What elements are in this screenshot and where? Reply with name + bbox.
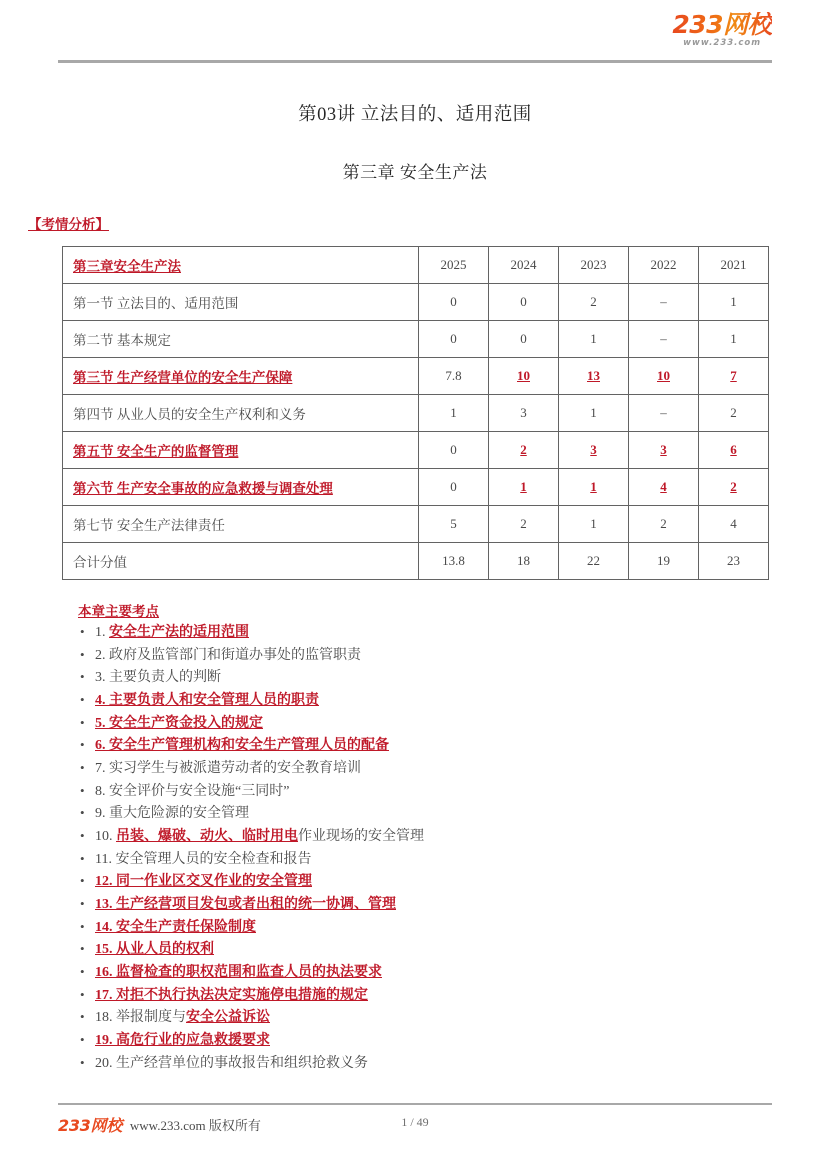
key-points-title: 本章主要考点	[78, 604, 159, 619]
table-cell-value: 0	[419, 284, 489, 321]
list-item-number: 18.	[95, 1010, 116, 1026]
brand-logo	[672, 12, 772, 48]
table-cell-value	[629, 469, 699, 506]
score-table-wrapper	[62, 246, 768, 580]
brand-logo-text: 233网校	[672, 10, 772, 39]
table-cell-value: 3	[489, 395, 559, 432]
table-row	[63, 432, 769, 469]
list-item	[78, 849, 778, 872]
list-item-number: 7.	[95, 761, 109, 777]
list-item-number: 14.	[95, 919, 116, 935]
table-cell-section	[63, 358, 419, 395]
table-cell-value	[559, 469, 629, 506]
list-item-text: 实习学生与被派遣劳动者的安全教育培训	[109, 761, 361, 777]
list-item-number: 16.	[95, 965, 116, 981]
table-cell-value	[489, 432, 559, 469]
list-item-text: 安全评价与安全设施“三同时”	[109, 783, 290, 799]
table-cell-value	[559, 432, 629, 469]
highlighted-value: 4	[660, 479, 667, 494]
table-header-year: 2021	[699, 247, 769, 284]
table-cell-value: 5	[419, 506, 489, 543]
table-cell-value: 2	[629, 506, 699, 543]
key-points-title-wrap	[78, 600, 778, 622]
table-cell-value: 1	[419, 395, 489, 432]
highlighted-value: 6	[730, 442, 737, 457]
table-cell-value: 2	[559, 284, 629, 321]
list-item-highlight: 同一作业区交叉作业的安全管理	[116, 874, 312, 890]
table-cell-value	[629, 358, 699, 395]
list-item	[78, 917, 778, 940]
table-row	[63, 395, 769, 432]
highlighted-value: 2	[730, 479, 737, 494]
list-item	[78, 781, 778, 804]
table-header-year: 2025	[419, 247, 489, 284]
list-item-number: 19.	[95, 1033, 116, 1049]
table-cell-section: 合计分值	[63, 543, 419, 580]
list-item	[78, 939, 778, 962]
table-row	[63, 506, 769, 543]
table-cell-value	[699, 358, 769, 395]
list-item-text: 重大危险源的安全管理	[109, 806, 249, 822]
list-item-highlight: 安全生产责任保险制度	[116, 919, 256, 935]
list-item	[78, 735, 778, 758]
table-cell-value	[699, 469, 769, 506]
highlighted-value: 7	[730, 368, 737, 383]
list-item	[78, 1007, 778, 1030]
table-cell-value: 19	[629, 543, 699, 580]
list-item-number: 6.	[95, 738, 109, 754]
highlighted-value: 10	[517, 368, 530, 383]
list-item-highlight: 安全公益诉讼	[186, 1010, 270, 1026]
table-cell-value	[559, 358, 629, 395]
list-item	[78, 894, 778, 917]
table-cell-value: –	[629, 395, 699, 432]
list-item-number: 5.	[95, 715, 109, 731]
list-item-number: 2.	[95, 647, 109, 663]
table-cell-section: 第四节 从业人员的安全生产权利和义务	[63, 395, 419, 432]
table-row	[63, 543, 769, 580]
list-item-highlight: 吊装、爆破、动火、临时用电	[116, 829, 298, 845]
highlighted-value: 3	[590, 442, 597, 457]
list-item-number: 17.	[95, 987, 116, 1003]
list-item	[78, 1030, 778, 1053]
table-header-year: 2023	[559, 247, 629, 284]
table-cell-value: 0	[419, 321, 489, 358]
table-cell-value: 0	[419, 469, 489, 506]
table-cell-section	[63, 469, 419, 506]
table-cell-value: 0	[489, 284, 559, 321]
list-item-highlight: 高危行业的应急救援要求	[116, 1033, 270, 1049]
list-item-number: 12.	[95, 874, 116, 890]
list-item-highlight: 安全生产资金投入的规定	[109, 715, 263, 731]
table-cell-value	[629, 432, 699, 469]
highlighted-text: 第五节 安全生产的监督管理	[73, 444, 239, 459]
list-item-number: 3.	[95, 670, 109, 686]
highlighted-text: 第三节 生产经营单位的安全生产保障	[73, 370, 293, 385]
table-cell-value: 18	[489, 543, 559, 580]
list-item	[78, 803, 778, 826]
list-item-highlight: 监督检查的职权范围和监查人员的执法要求	[116, 965, 382, 981]
list-item-number: 9.	[95, 806, 109, 822]
table-cell-value: 2	[489, 506, 559, 543]
list-item-number: 15.	[95, 942, 116, 958]
table-cell-section: 第二节 基本规定	[63, 321, 419, 358]
list-item-number: 11.	[95, 851, 116, 867]
list-item-text: 安全管理人员的安全检查和报告	[115, 851, 312, 867]
page-title: 第03讲 立法目的、适用范围	[298, 105, 532, 125]
table-cell-value: 13.8	[419, 543, 489, 580]
list-item-number: 8.	[95, 783, 109, 799]
header-divider	[58, 60, 772, 63]
list-item	[78, 667, 778, 690]
list-item-text: 生产经营单位的事故报告和组织抢救义务	[116, 1055, 368, 1071]
table-cell-value: 23	[699, 543, 769, 580]
key-points-list	[78, 622, 778, 1075]
list-item-highlight: 对拒不执行执法决定实施停电措施的规定	[116, 987, 368, 1003]
highlighted-value: 3	[660, 442, 667, 457]
footer-logo: 233网校	[58, 1116, 122, 1135]
table-cell-value: 7.8	[419, 358, 489, 395]
table-cell-section	[63, 432, 419, 469]
table-cell-value	[489, 469, 559, 506]
highlighted-value: 2	[520, 442, 527, 457]
table-row	[63, 321, 769, 358]
list-item-number: 20.	[95, 1055, 116, 1071]
list-item	[78, 713, 778, 736]
list-item	[78, 758, 778, 781]
table-cell-section: 第七节 安全生产法律责任	[63, 506, 419, 543]
list-item	[78, 871, 778, 894]
list-item	[78, 962, 778, 985]
list-item-number: 1.	[95, 625, 109, 640]
table-cell-value: 1	[559, 395, 629, 432]
table-header-year: 2024	[489, 247, 559, 284]
key-points-section	[78, 600, 778, 1075]
list-item	[78, 645, 778, 668]
table-cell-value: –	[629, 321, 699, 358]
list-item-text: 政府及监管部门和街道办事处的监管职责	[109, 647, 361, 663]
table-row	[63, 284, 769, 321]
list-item-number: 13.	[95, 897, 116, 913]
table-row	[63, 469, 769, 506]
table-cell-value	[489, 358, 559, 395]
footer-divider	[58, 1103, 772, 1105]
highlighted-value: 10	[657, 368, 670, 383]
table-cell-value: 1	[559, 321, 629, 358]
analysis-label: 【考情分析】	[28, 217, 109, 232]
list-item	[78, 826, 778, 849]
list-item-text: 举报制度与	[116, 1010, 186, 1026]
table-cell-value: 22	[559, 543, 629, 580]
page-header	[0, 0, 830, 68]
list-item-text: 作业现场的安全管理	[298, 829, 424, 845]
page-subtitle: 第三章 安全生产法	[342, 163, 488, 182]
highlighted-value: 13	[587, 368, 600, 383]
list-item-highlight: 从业人员的权利	[116, 942, 214, 958]
list-item-number: 4.	[95, 693, 109, 709]
footer-copyright: www.233.com 版权所有	[129, 1118, 261, 1133]
table-cell-value: 1	[699, 284, 769, 321]
table-cell-value: 1	[699, 321, 769, 358]
list-item-highlight: 生产经营项目发包或者出租的统一协调、管理	[116, 897, 396, 913]
exam-score-table	[62, 246, 769, 580]
table-cell-section: 第一节 立法目的、适用范围	[63, 284, 419, 321]
table-row	[63, 358, 769, 395]
list-item	[78, 985, 778, 1008]
highlighted-text: 第六节 生产安全事故的应急救援与调查处理	[73, 481, 333, 496]
list-item	[78, 1053, 778, 1076]
page-footer	[0, 1103, 830, 1149]
table-cell-value: 1	[559, 506, 629, 543]
table-cell-value: –	[629, 284, 699, 321]
list-item-text: 主要负责人的判断	[109, 670, 221, 686]
table-cell-value: 2	[699, 395, 769, 432]
list-item	[78, 690, 778, 713]
table-cell-value: 0	[419, 432, 489, 469]
brand-logo-url: www.233.com	[683, 38, 762, 48]
table-header-year: 2022	[629, 247, 699, 284]
list-item	[78, 622, 778, 645]
list-item-number: 10.	[95, 829, 116, 845]
list-item-highlight: 安全生产管理机构和安全生产管理人员的配备	[109, 738, 389, 754]
table-cell-value: 4	[699, 506, 769, 543]
table-header-section: 第三章安全生产法	[63, 247, 419, 284]
table-cell-value	[699, 432, 769, 469]
table-cell-value: 0	[489, 321, 559, 358]
analysis-label-wrap	[0, 183, 830, 234]
list-item-highlight: 安全生产法的适用范围	[109, 625, 249, 640]
list-item-highlight: 主要负责人和安全管理人员的职责	[109, 693, 319, 709]
table-header-row	[63, 247, 769, 284]
highlighted-value: 1	[520, 479, 527, 494]
page-number: 1 / 49	[401, 1115, 429, 1129]
highlighted-value: 1	[590, 479, 597, 494]
